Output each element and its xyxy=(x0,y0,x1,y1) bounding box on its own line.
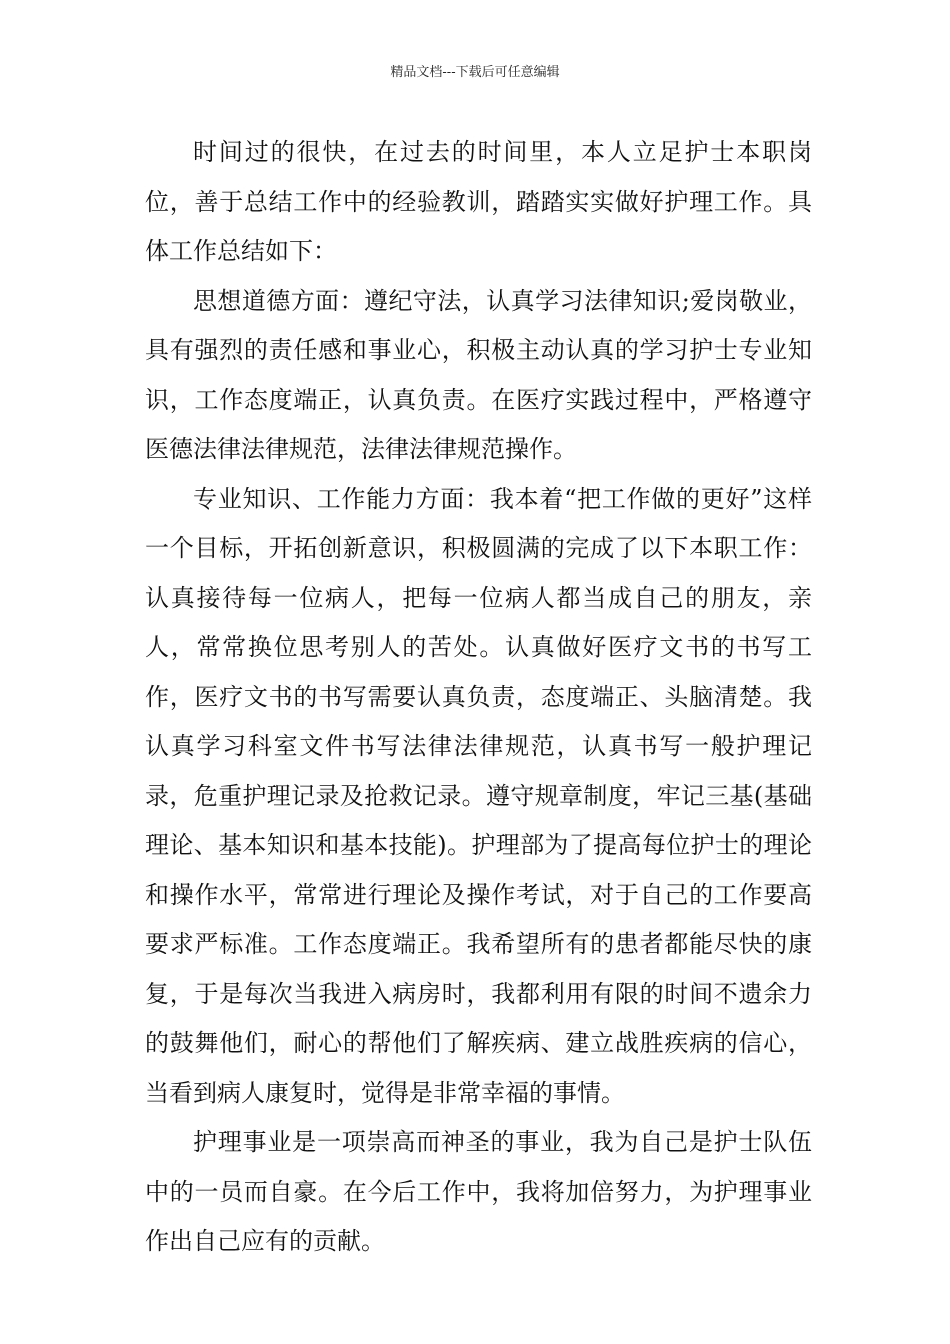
paragraph-intro: 时间过的很快，在过去的时间里，本人立足护士本职岗位，善于总结工作中的经验教训，踏踏实实做好护理工作。具体工作总结如下： xyxy=(145,138,812,265)
paragraph-professional: 专业知识、工作能力方面：我本着“把工作做的更好”这样一个目标，开拓创新意识，积极圆满的完成了以下本职工作：认真接待每一位病人，把每一位病人都当成自己的朋友，亲人，常常换位思考别人的苦处。认真做好医疗文书的书写工作，医疗文书的书写需要认真负责，态度端正、头脑清楚。我认真学习科室文件书写法律法律规范，认真书写一般护理记录，危重护理记录及抢救记录。遵守规章制度，牢记三基(基础理论、基本知识和基本技能)。护理部为了提高每位护士的理论和操作水平，常常进行理论及操作考试，对于自己的工作要高要求严标准。工作态度端正。我希望所有的患者都能尽快的康复，于是每次当我进入病房时，我都利用有限的时间不遗余力的鼓舞他们，耐心的帮他们了解疾病、建立战胜疾病的信心，当看到病人康复时，觉得是非常幸福的事情。 xyxy=(145,484,812,1107)
paragraph-ethics: 思想道德方面：遵纪守法，认真学习法律知识;爱岗敬业，具有强烈的责任感和事业心，积极主动认真的学习护士专业知识，工作态度端正，认真负责。在医疗实践过程中，严格遵守医德法律法律规范，法律法律规范操作。 xyxy=(145,286,812,463)
document-body xyxy=(145,128,812,1267)
page-header: 精品文档---下载后可任意编辑 xyxy=(390,65,560,80)
paragraph-conclusion: 护理事业是一项崇高而神圣的事业，我为自己是护士队伍中的一员而自豪。在今后工作中，我将加倍努力，为护理事业作出自己应有的贡献。 xyxy=(145,1128,812,1255)
